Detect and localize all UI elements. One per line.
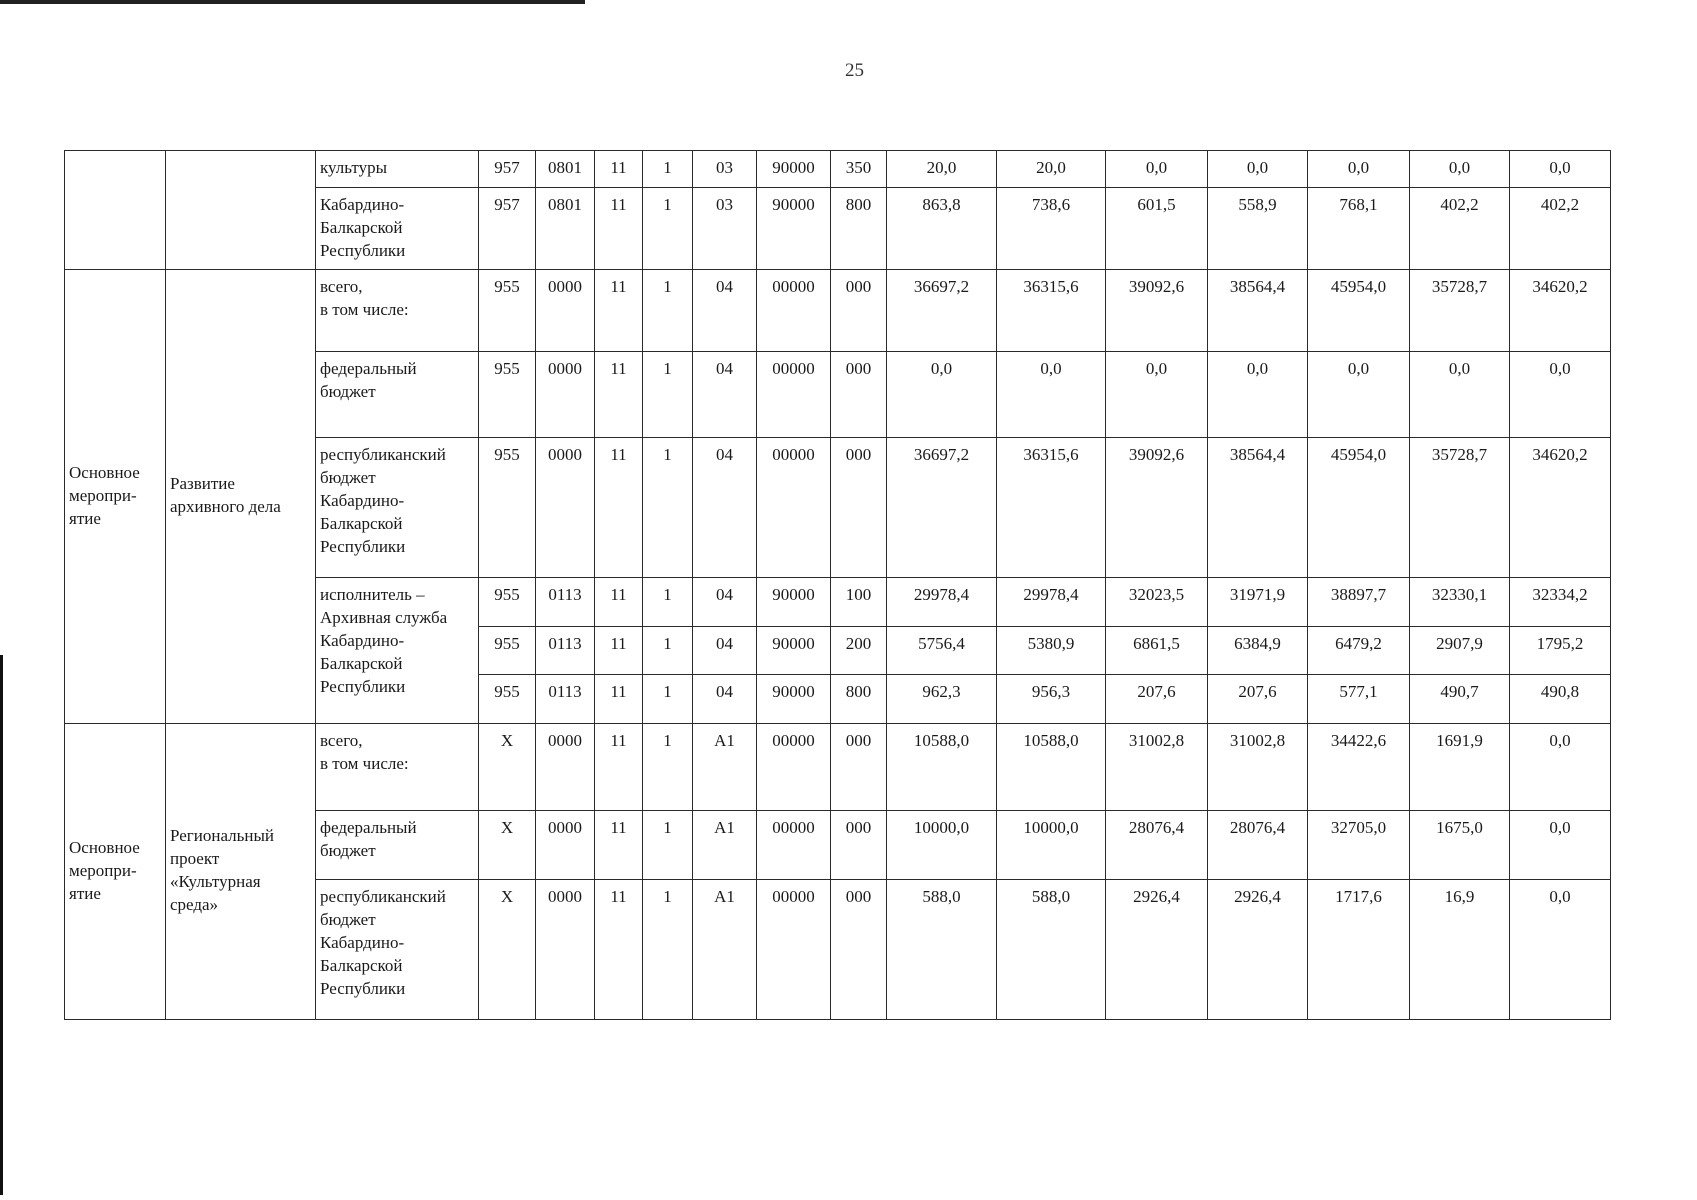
year-value: 0,0 <box>887 351 997 437</box>
activity-name-cell: Региональный проект «Культурная среда» <box>166 723 316 1019</box>
direction-code: 00000 <box>757 810 831 879</box>
year-value: 402,2 <box>1410 188 1510 270</box>
year-value: 0,0 <box>1106 151 1208 188</box>
expense-type-code: 800 <box>831 674 887 723</box>
grbs-code: 955 <box>479 437 536 577</box>
section-code: 0113 <box>536 577 595 626</box>
year-value: 0,0 <box>1410 151 1510 188</box>
funding-source-cell: федеральный бюджет <box>316 810 479 879</box>
year-value: 5756,4 <box>887 626 997 674</box>
expense-type-code: 000 <box>831 437 887 577</box>
year-value: 0,0 <box>1308 151 1410 188</box>
grbs-code: 955 <box>479 351 536 437</box>
direction-code: 00000 <box>757 269 831 351</box>
category-cell: Основное меропри- ятие <box>65 723 166 1019</box>
grbs-code: 957 <box>479 151 536 188</box>
program-code: 11 <box>595 351 643 437</box>
year-value: 35728,7 <box>1410 437 1510 577</box>
expense-type-code: 000 <box>831 879 887 1019</box>
year-value: 31002,8 <box>1106 723 1208 810</box>
activity-name-cell <box>166 151 316 270</box>
direction-code: 90000 <box>757 577 831 626</box>
program-code: 11 <box>595 577 643 626</box>
year-value: 402,2 <box>1510 188 1611 270</box>
grbs-code: 955 <box>479 269 536 351</box>
subprogram-code: 1 <box>643 879 693 1019</box>
year-value: 34620,2 <box>1510 437 1611 577</box>
subprogram-code: 1 <box>643 810 693 879</box>
grbs-code: 955 <box>479 577 536 626</box>
section-code: 0000 <box>536 269 595 351</box>
expense-type-code: 350 <box>831 151 887 188</box>
year-value: 38564,4 <box>1208 269 1308 351</box>
year-value: 6479,2 <box>1308 626 1410 674</box>
activity-code: 04 <box>693 626 757 674</box>
activity-code: 04 <box>693 577 757 626</box>
direction-code: 00000 <box>757 723 831 810</box>
direction-code: 00000 <box>757 879 831 1019</box>
section-code: 0000 <box>536 351 595 437</box>
funding-source-cell: федеральный бюджет <box>316 351 479 437</box>
year-value: 0,0 <box>1510 351 1611 437</box>
year-value: 20,0 <box>887 151 997 188</box>
year-value: 20,0 <box>997 151 1106 188</box>
year-value: 31002,8 <box>1208 723 1308 810</box>
year-value: 36697,2 <box>887 437 997 577</box>
year-value: 29978,4 <box>997 577 1106 626</box>
activity-code: 03 <box>693 151 757 188</box>
direction-code: 90000 <box>757 674 831 723</box>
funding-source-cell: республиканский бюджет Кабардино- Балкарской Республики <box>316 879 479 1019</box>
year-value: 490,7 <box>1410 674 1510 723</box>
year-value: 0,0 <box>1308 351 1410 437</box>
year-value: 1717,6 <box>1308 879 1410 1019</box>
year-value: 38564,4 <box>1208 437 1308 577</box>
year-value: 10588,0 <box>887 723 997 810</box>
category-cell <box>65 151 166 270</box>
table-row <box>65 723 1611 810</box>
year-value: 28076,4 <box>1106 810 1208 879</box>
program-code: 11 <box>595 810 643 879</box>
direction-code: 90000 <box>757 188 831 270</box>
year-value: 863,8 <box>887 188 997 270</box>
year-value: 0,0 <box>1208 351 1308 437</box>
funding-source-cell: республиканский бюджет Кабардино- Балкарской Республики <box>316 437 479 577</box>
year-value: 32023,5 <box>1106 577 1208 626</box>
year-value: 207,6 <box>1106 674 1208 723</box>
activity-code: 04 <box>693 351 757 437</box>
year-value: 588,0 <box>997 879 1106 1019</box>
year-value: 32330,1 <box>1410 577 1510 626</box>
direction-code: 90000 <box>757 151 831 188</box>
program-code: 11 <box>595 674 643 723</box>
activity-code: 03 <box>693 188 757 270</box>
expense-type-code: 000 <box>831 810 887 879</box>
direction-code: 00000 <box>757 351 831 437</box>
year-value: 0,0 <box>1208 151 1308 188</box>
program-code: 11 <box>595 151 643 188</box>
expense-type-code: 100 <box>831 577 887 626</box>
year-value: 36697,2 <box>887 269 997 351</box>
year-value: 28076,4 <box>1208 810 1308 879</box>
year-value: 35728,7 <box>1410 269 1510 351</box>
year-value: 39092,6 <box>1106 437 1208 577</box>
grbs-code: 955 <box>479 674 536 723</box>
year-value: 2926,4 <box>1106 879 1208 1019</box>
year-value: 45954,0 <box>1308 269 1410 351</box>
grbs-code: Х <box>479 723 536 810</box>
year-value: 956,3 <box>997 674 1106 723</box>
subprogram-code: 1 <box>643 577 693 626</box>
year-value: 588,0 <box>887 879 997 1019</box>
year-value: 29978,4 <box>887 577 997 626</box>
activity-code: 04 <box>693 674 757 723</box>
year-value: 0,0 <box>1510 879 1611 1019</box>
year-value: 2926,4 <box>1208 879 1308 1019</box>
program-code: 11 <box>595 723 643 810</box>
funding-source-cell: всего, в том числе: <box>316 269 479 351</box>
category-cell: Основное меропри- ятие <box>65 269 166 723</box>
year-value: 490,8 <box>1510 674 1611 723</box>
year-value: 0,0 <box>1410 351 1510 437</box>
scan-margin-mark <box>0 655 3 1195</box>
year-value: 6861,5 <box>1106 626 1208 674</box>
expense-type-code: 000 <box>831 351 887 437</box>
section-code: 0000 <box>536 879 595 1019</box>
subprogram-code: 1 <box>643 626 693 674</box>
year-value: 0,0 <box>1510 723 1611 810</box>
year-value: 0,0 <box>1510 810 1611 879</box>
year-value: 32705,0 <box>1308 810 1410 879</box>
year-value: 16,9 <box>1410 879 1510 1019</box>
table-row <box>65 269 1611 351</box>
section-code: 0000 <box>536 723 595 810</box>
section-code: 0113 <box>536 674 595 723</box>
year-value: 5380,9 <box>997 626 1106 674</box>
section-code: 0000 <box>536 437 595 577</box>
subprogram-code: 1 <box>643 674 693 723</box>
subprogram-code: 1 <box>643 723 693 810</box>
activity-code: А1 <box>693 879 757 1019</box>
year-value: 36315,6 <box>997 269 1106 351</box>
section-code: 0801 <box>536 188 595 270</box>
year-value: 10000,0 <box>887 810 997 879</box>
top-rule <box>0 0 585 4</box>
funding-source-cell: исполнитель – Архивная служба Кабардино- Балкарской Республики <box>316 577 479 723</box>
year-value: 601,5 <box>1106 188 1208 270</box>
year-value: 0,0 <box>997 351 1106 437</box>
year-value: 31971,9 <box>1208 577 1308 626</box>
year-value: 32334,2 <box>1510 577 1611 626</box>
direction-code: 00000 <box>757 437 831 577</box>
program-code: 11 <box>595 626 643 674</box>
activity-code: 04 <box>693 437 757 577</box>
section-code: 0000 <box>536 810 595 879</box>
grbs-code: 957 <box>479 188 536 270</box>
program-code: 11 <box>595 437 643 577</box>
expense-type-code: 200 <box>831 626 887 674</box>
year-value: 10588,0 <box>997 723 1106 810</box>
year-value: 6384,9 <box>1208 626 1308 674</box>
subprogram-code: 1 <box>643 151 693 188</box>
year-value: 45954,0 <box>1308 437 1410 577</box>
program-code: 11 <box>595 879 643 1019</box>
subprogram-code: 1 <box>643 188 693 270</box>
grbs-code: Х <box>479 879 536 1019</box>
expense-type-code: 000 <box>831 269 887 351</box>
year-value: 0,0 <box>1510 151 1611 188</box>
expense-type-code: 800 <box>831 188 887 270</box>
direction-code: 90000 <box>757 626 831 674</box>
year-value: 207,6 <box>1208 674 1308 723</box>
grbs-code: 955 <box>479 626 536 674</box>
program-code: 11 <box>595 188 643 270</box>
year-value: 0,0 <box>1106 351 1208 437</box>
section-code: 0801 <box>536 151 595 188</box>
expense-type-code: 000 <box>831 723 887 810</box>
page-number: 25 <box>845 60 864 81</box>
year-value: 1675,0 <box>1410 810 1510 879</box>
year-value: 36315,6 <box>997 437 1106 577</box>
funding-source-cell: культуры <box>316 151 479 188</box>
year-value: 558,9 <box>1208 188 1308 270</box>
funding-source-cell: Кабардино- Балкарской Республики <box>316 188 479 270</box>
activity-code: 04 <box>693 269 757 351</box>
program-code: 11 <box>595 269 643 351</box>
year-value: 962,3 <box>887 674 997 723</box>
year-value: 577,1 <box>1308 674 1410 723</box>
subprogram-code: 1 <box>643 269 693 351</box>
activity-code: А1 <box>693 723 757 810</box>
year-value: 2907,9 <box>1410 626 1510 674</box>
subprogram-code: 1 <box>643 351 693 437</box>
year-value: 738,6 <box>997 188 1106 270</box>
grbs-code: Х <box>479 810 536 879</box>
year-value: 39092,6 <box>1106 269 1208 351</box>
budget-table <box>64 150 1611 1020</box>
section-code: 0113 <box>536 626 595 674</box>
year-value: 34422,6 <box>1308 723 1410 810</box>
year-value: 34620,2 <box>1510 269 1611 351</box>
activity-code: А1 <box>693 810 757 879</box>
table-row <box>65 151 1611 188</box>
year-value: 10000,0 <box>997 810 1106 879</box>
year-value: 768,1 <box>1308 188 1410 270</box>
year-value: 38897,7 <box>1308 577 1410 626</box>
subprogram-code: 1 <box>643 437 693 577</box>
year-value: 1795,2 <box>1510 626 1611 674</box>
year-value: 1691,9 <box>1410 723 1510 810</box>
funding-source-cell: всего, в том числе: <box>316 723 479 810</box>
activity-name-cell: Развитие архивного дела <box>166 269 316 723</box>
